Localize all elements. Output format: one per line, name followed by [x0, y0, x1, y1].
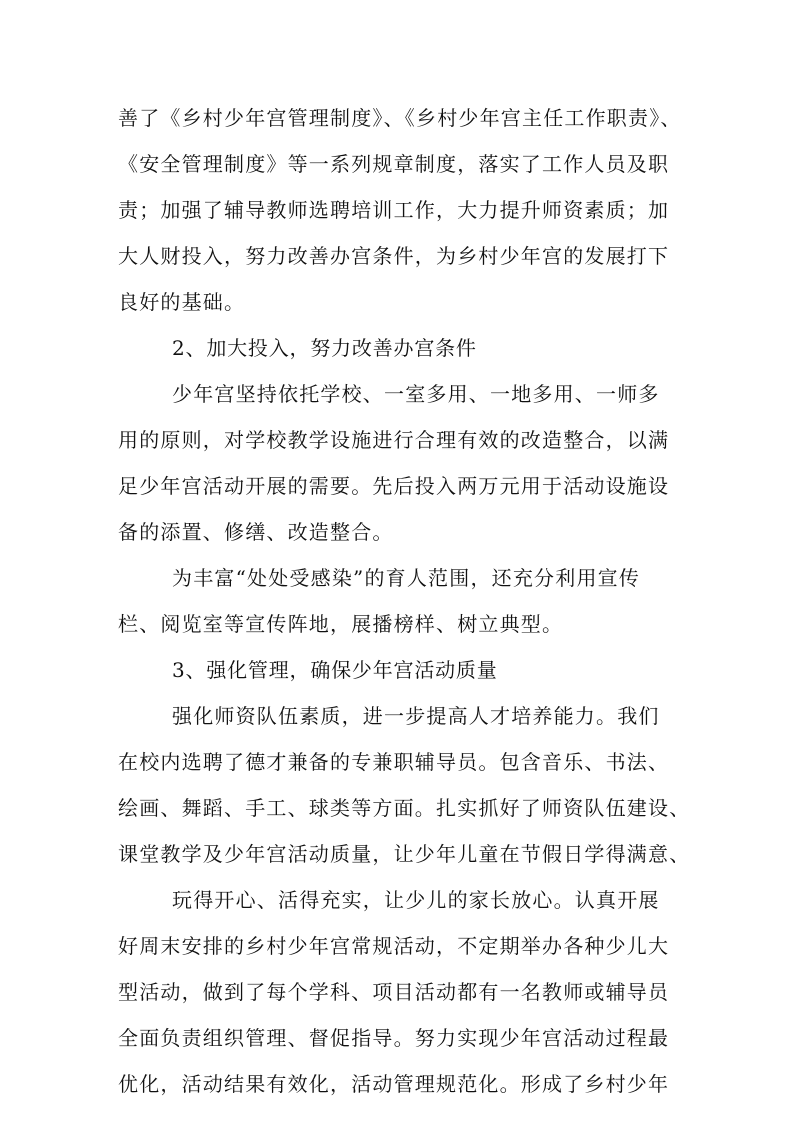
- paragraph-line: 善了《乡村少年宫管理制度》、《乡村少年宫主任工作职责》、: [118, 106, 682, 130]
- paragraph-line: 优化，活动结果有效化，活动管理规范化。形成了乡村少年: [118, 1072, 670, 1096]
- paragraph-line: 大人财投入，努力改善办宫条件，为乡村少年宫的发展打下: [118, 244, 670, 268]
- paragraph-line: 玩得开心、活得充实，让少儿的家长放心。认真开展: [172, 888, 660, 912]
- section-heading: 2、加大投入，努力改善办宫条件: [172, 336, 477, 360]
- paragraph-line: 栏、阅览室等宣传阵地，展播榜样、树立典型。: [118, 612, 564, 636]
- paragraph-line: 在校内选聘了德才兼备的专兼职辅导员。包含音乐、书法、: [118, 750, 670, 774]
- section-heading: 3、强化管理，确保少年宫活动质量: [172, 658, 498, 682]
- paragraph-line: 绘画、舞蹈、手工、球类等方面。扎实抓好了师资队伍建设、: [118, 796, 691, 820]
- paragraph-line: 强化师资队伍素质，进一步提高人才培养能力。我们: [172, 704, 660, 728]
- paragraph-line: 好周末安排的乡村少年宫常规活动，不定期举办各种少儿大: [118, 934, 670, 958]
- paragraph-line: 用的原则，对学校教学设施进行合理有效的改造整合，以满: [118, 428, 670, 452]
- paragraph-line: 课堂教学及少年宫活动质量，让少年儿童在节假日学得满意、: [118, 842, 691, 866]
- paragraph-line: 良好的基础。: [118, 290, 246, 314]
- paragraph-line: 责；加强了辅导教师选聘培训工作，大力提升师资素质；加: [118, 198, 670, 222]
- paragraph-line: 型活动，做到了每个学科、项目活动都有一名教师或辅导员: [118, 980, 670, 1004]
- paragraph-line: 《安全管理制度》等一系列规章制度，落实了工作人员及职: [118, 152, 670, 176]
- paragraph-line: 为丰富“处处受感染”的育人范围，还充分利用宣传: [172, 566, 641, 590]
- paragraph-line: 全面负责组织管理、督促指导。努力实现少年宫活动过程最: [118, 1026, 670, 1050]
- paragraph-line: 足少年宫活动开展的需要。先后投入两万元用于活动设施设: [118, 474, 670, 498]
- paragraph-line: 备的添置、修缮、改造整合。: [118, 520, 394, 544]
- paragraph-line: 少年宫坚持依托学校、一室多用、一地多用、一师多: [172, 382, 660, 406]
